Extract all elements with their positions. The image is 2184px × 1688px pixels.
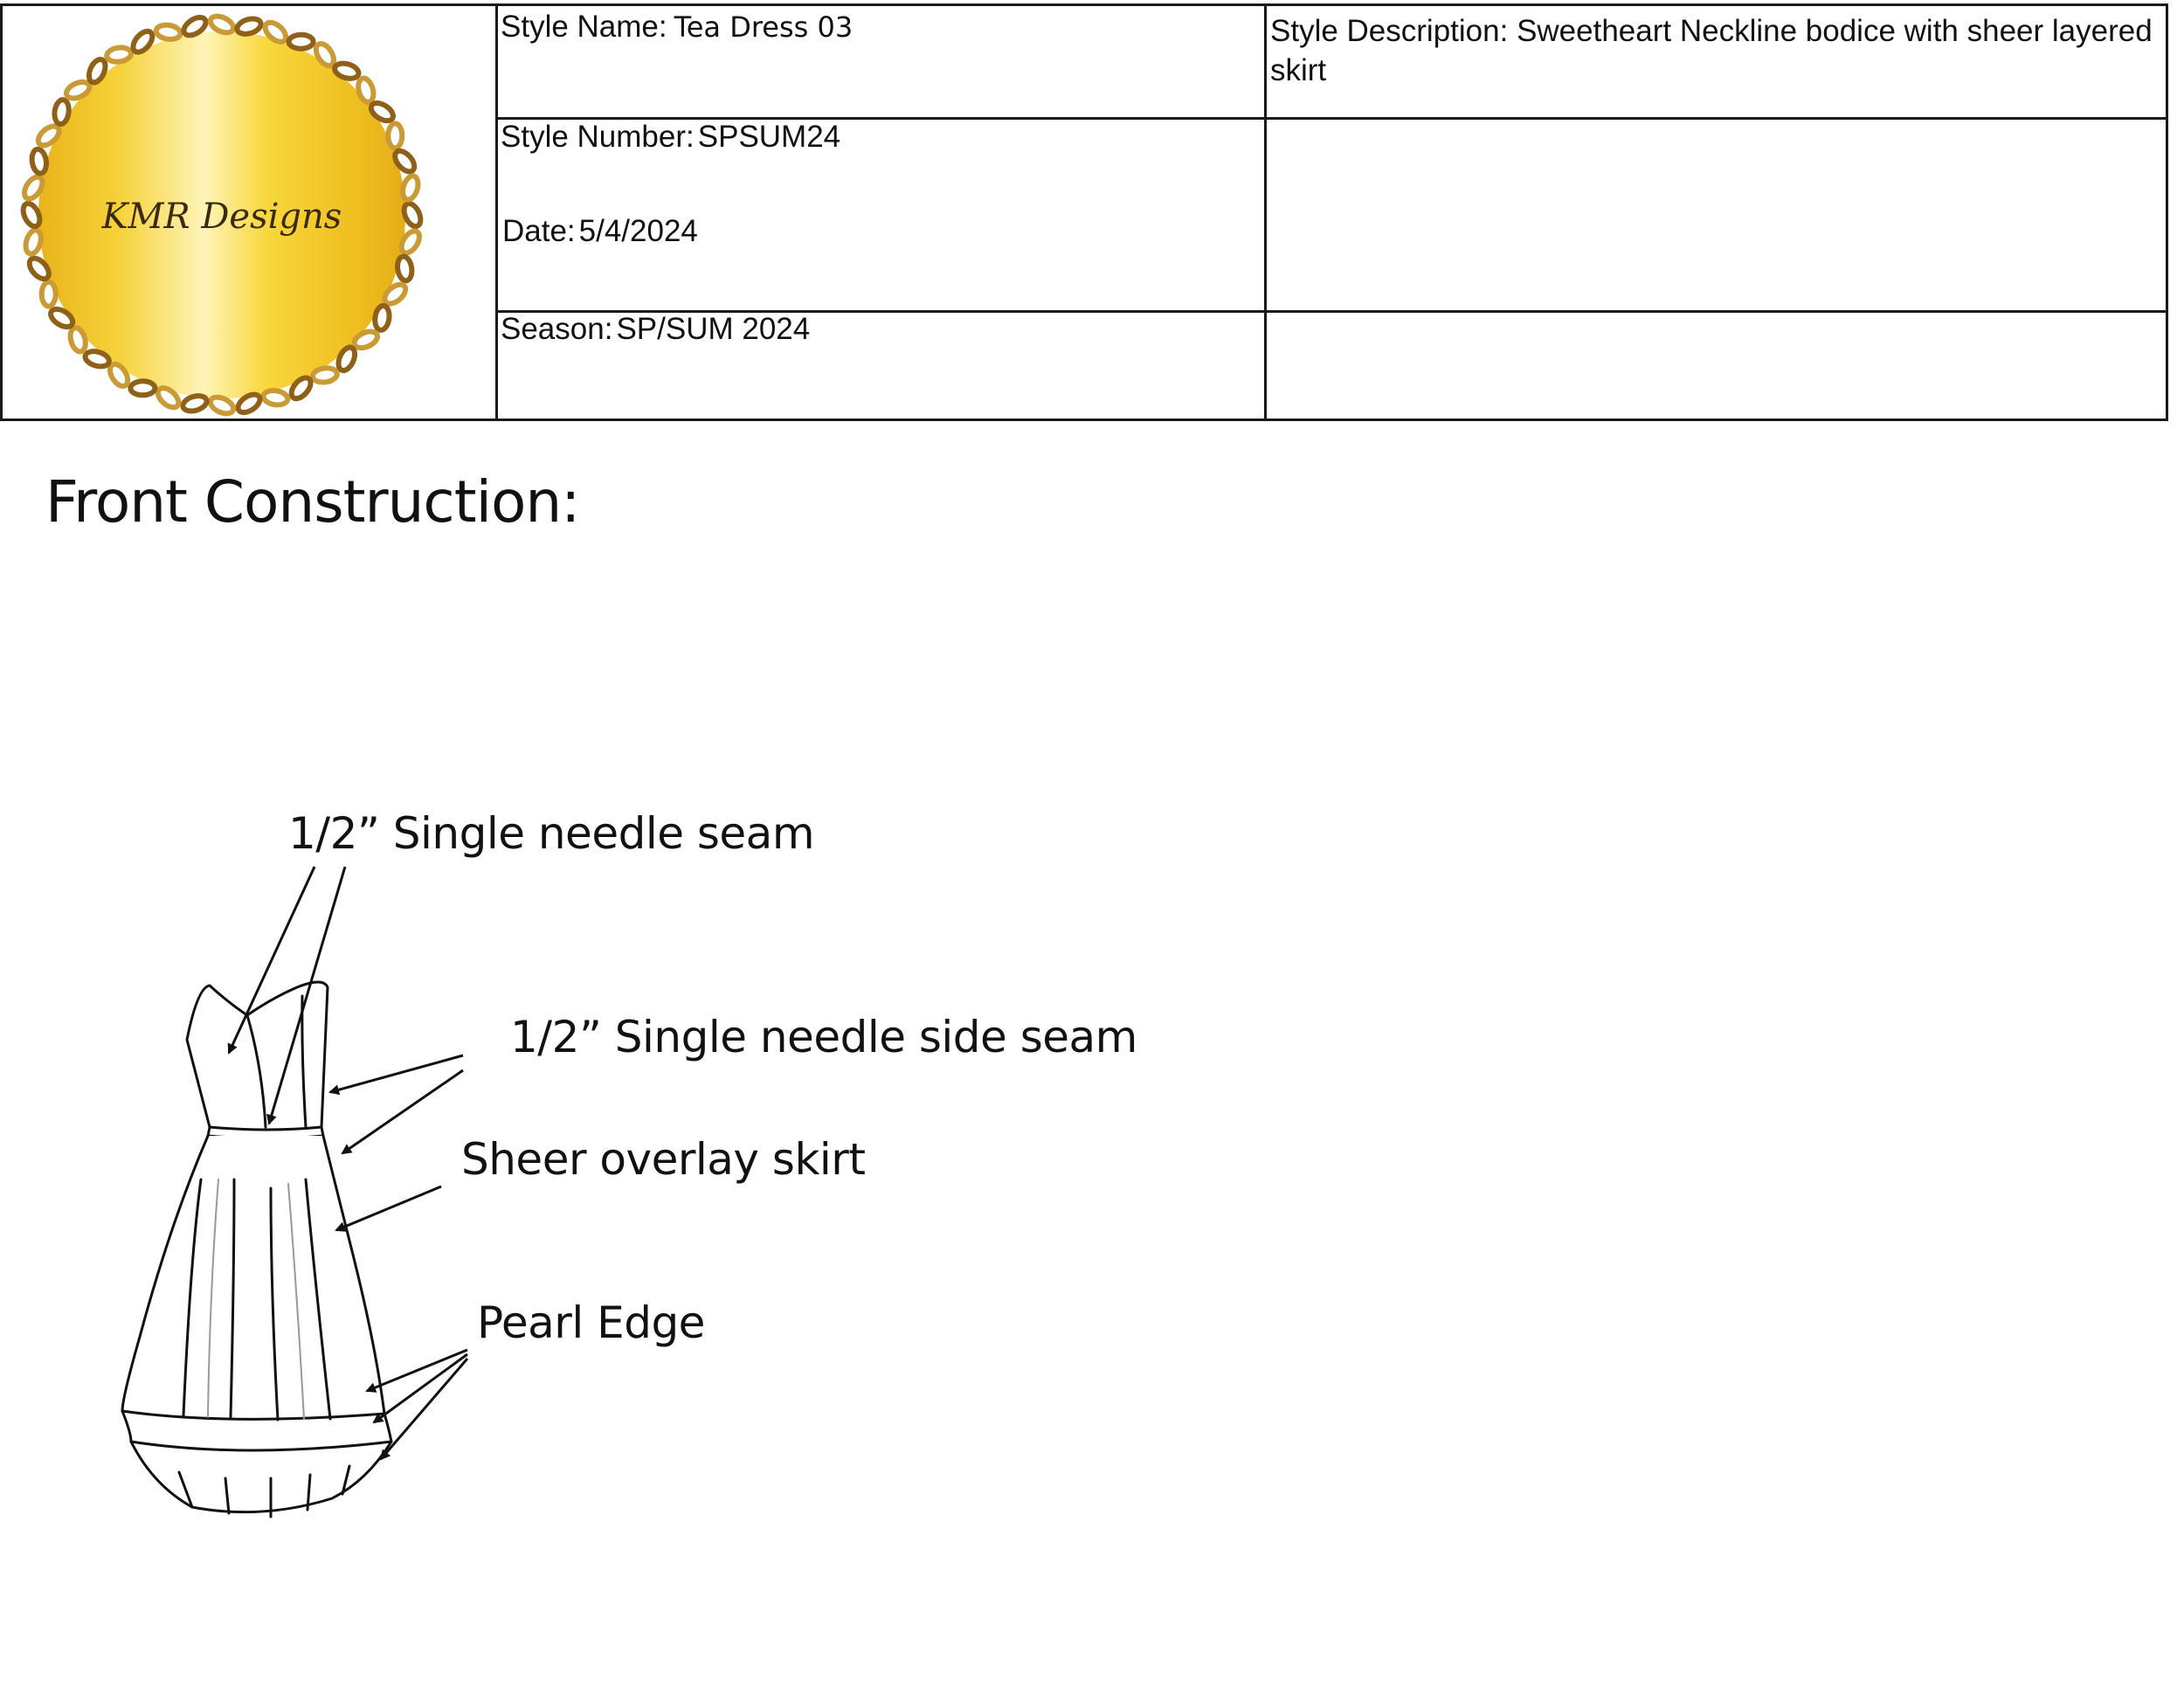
chain-link xyxy=(400,174,420,201)
section-title: Front Construction: xyxy=(45,468,580,536)
style-description xyxy=(1270,11,2153,90)
chain-link xyxy=(374,305,391,331)
date-value: 5/4/2024 xyxy=(578,214,698,248)
column-divider xyxy=(1264,6,1267,419)
chain-link xyxy=(312,367,338,384)
style-number-value: SPSUM24 xyxy=(697,120,841,154)
season-value: SP/SUM 2024 xyxy=(616,312,811,346)
chain-link xyxy=(106,46,132,64)
style-number-label: Style Number: xyxy=(501,120,695,154)
callout-pearl-edge: Pearl Edge xyxy=(477,1297,705,1348)
style-name-value: Tea Dress 03 xyxy=(674,10,854,44)
chain-link xyxy=(388,123,402,148)
chain-link xyxy=(181,393,208,413)
chain-link xyxy=(31,149,48,175)
column-divider xyxy=(495,6,498,419)
spec-header-table xyxy=(0,3,2168,421)
hem-layer-2 xyxy=(131,1442,391,1512)
style-description-label: Style Description: xyxy=(1270,14,1509,48)
logo-text: KMR Designs xyxy=(101,197,342,237)
skirt-overlay xyxy=(122,1136,384,1419)
style-name-label: Style Name: xyxy=(501,10,667,44)
style-number-field xyxy=(501,120,840,155)
dress-flat-drawing xyxy=(0,769,1223,1555)
brand-logo xyxy=(18,11,425,419)
chain-link xyxy=(235,16,262,36)
season-label: Season: xyxy=(501,312,613,346)
callout-single-needle-seam: 1/2” Single needle seam xyxy=(288,808,815,859)
callout-side-seam: 1/2” Single needle side seam xyxy=(510,1012,1137,1062)
date-field xyxy=(502,214,698,249)
chain-link xyxy=(289,35,314,49)
chain-link xyxy=(396,255,413,281)
date-label: Date: xyxy=(502,214,576,248)
callout-sheer-overlay-skirt: Sheer overlay skirt xyxy=(461,1134,866,1185)
chain-link xyxy=(42,282,56,307)
chain-link xyxy=(130,381,155,395)
chain-link xyxy=(53,99,71,125)
chain-link xyxy=(156,24,182,41)
style-description-value: Sweetheart Neckline bodice with sheer layered skirt xyxy=(1270,14,2153,87)
dress-sketch xyxy=(122,982,391,1517)
season-field xyxy=(501,312,810,347)
chain-link xyxy=(23,228,43,255)
style-name-field xyxy=(501,10,853,45)
chain-link xyxy=(262,389,288,406)
